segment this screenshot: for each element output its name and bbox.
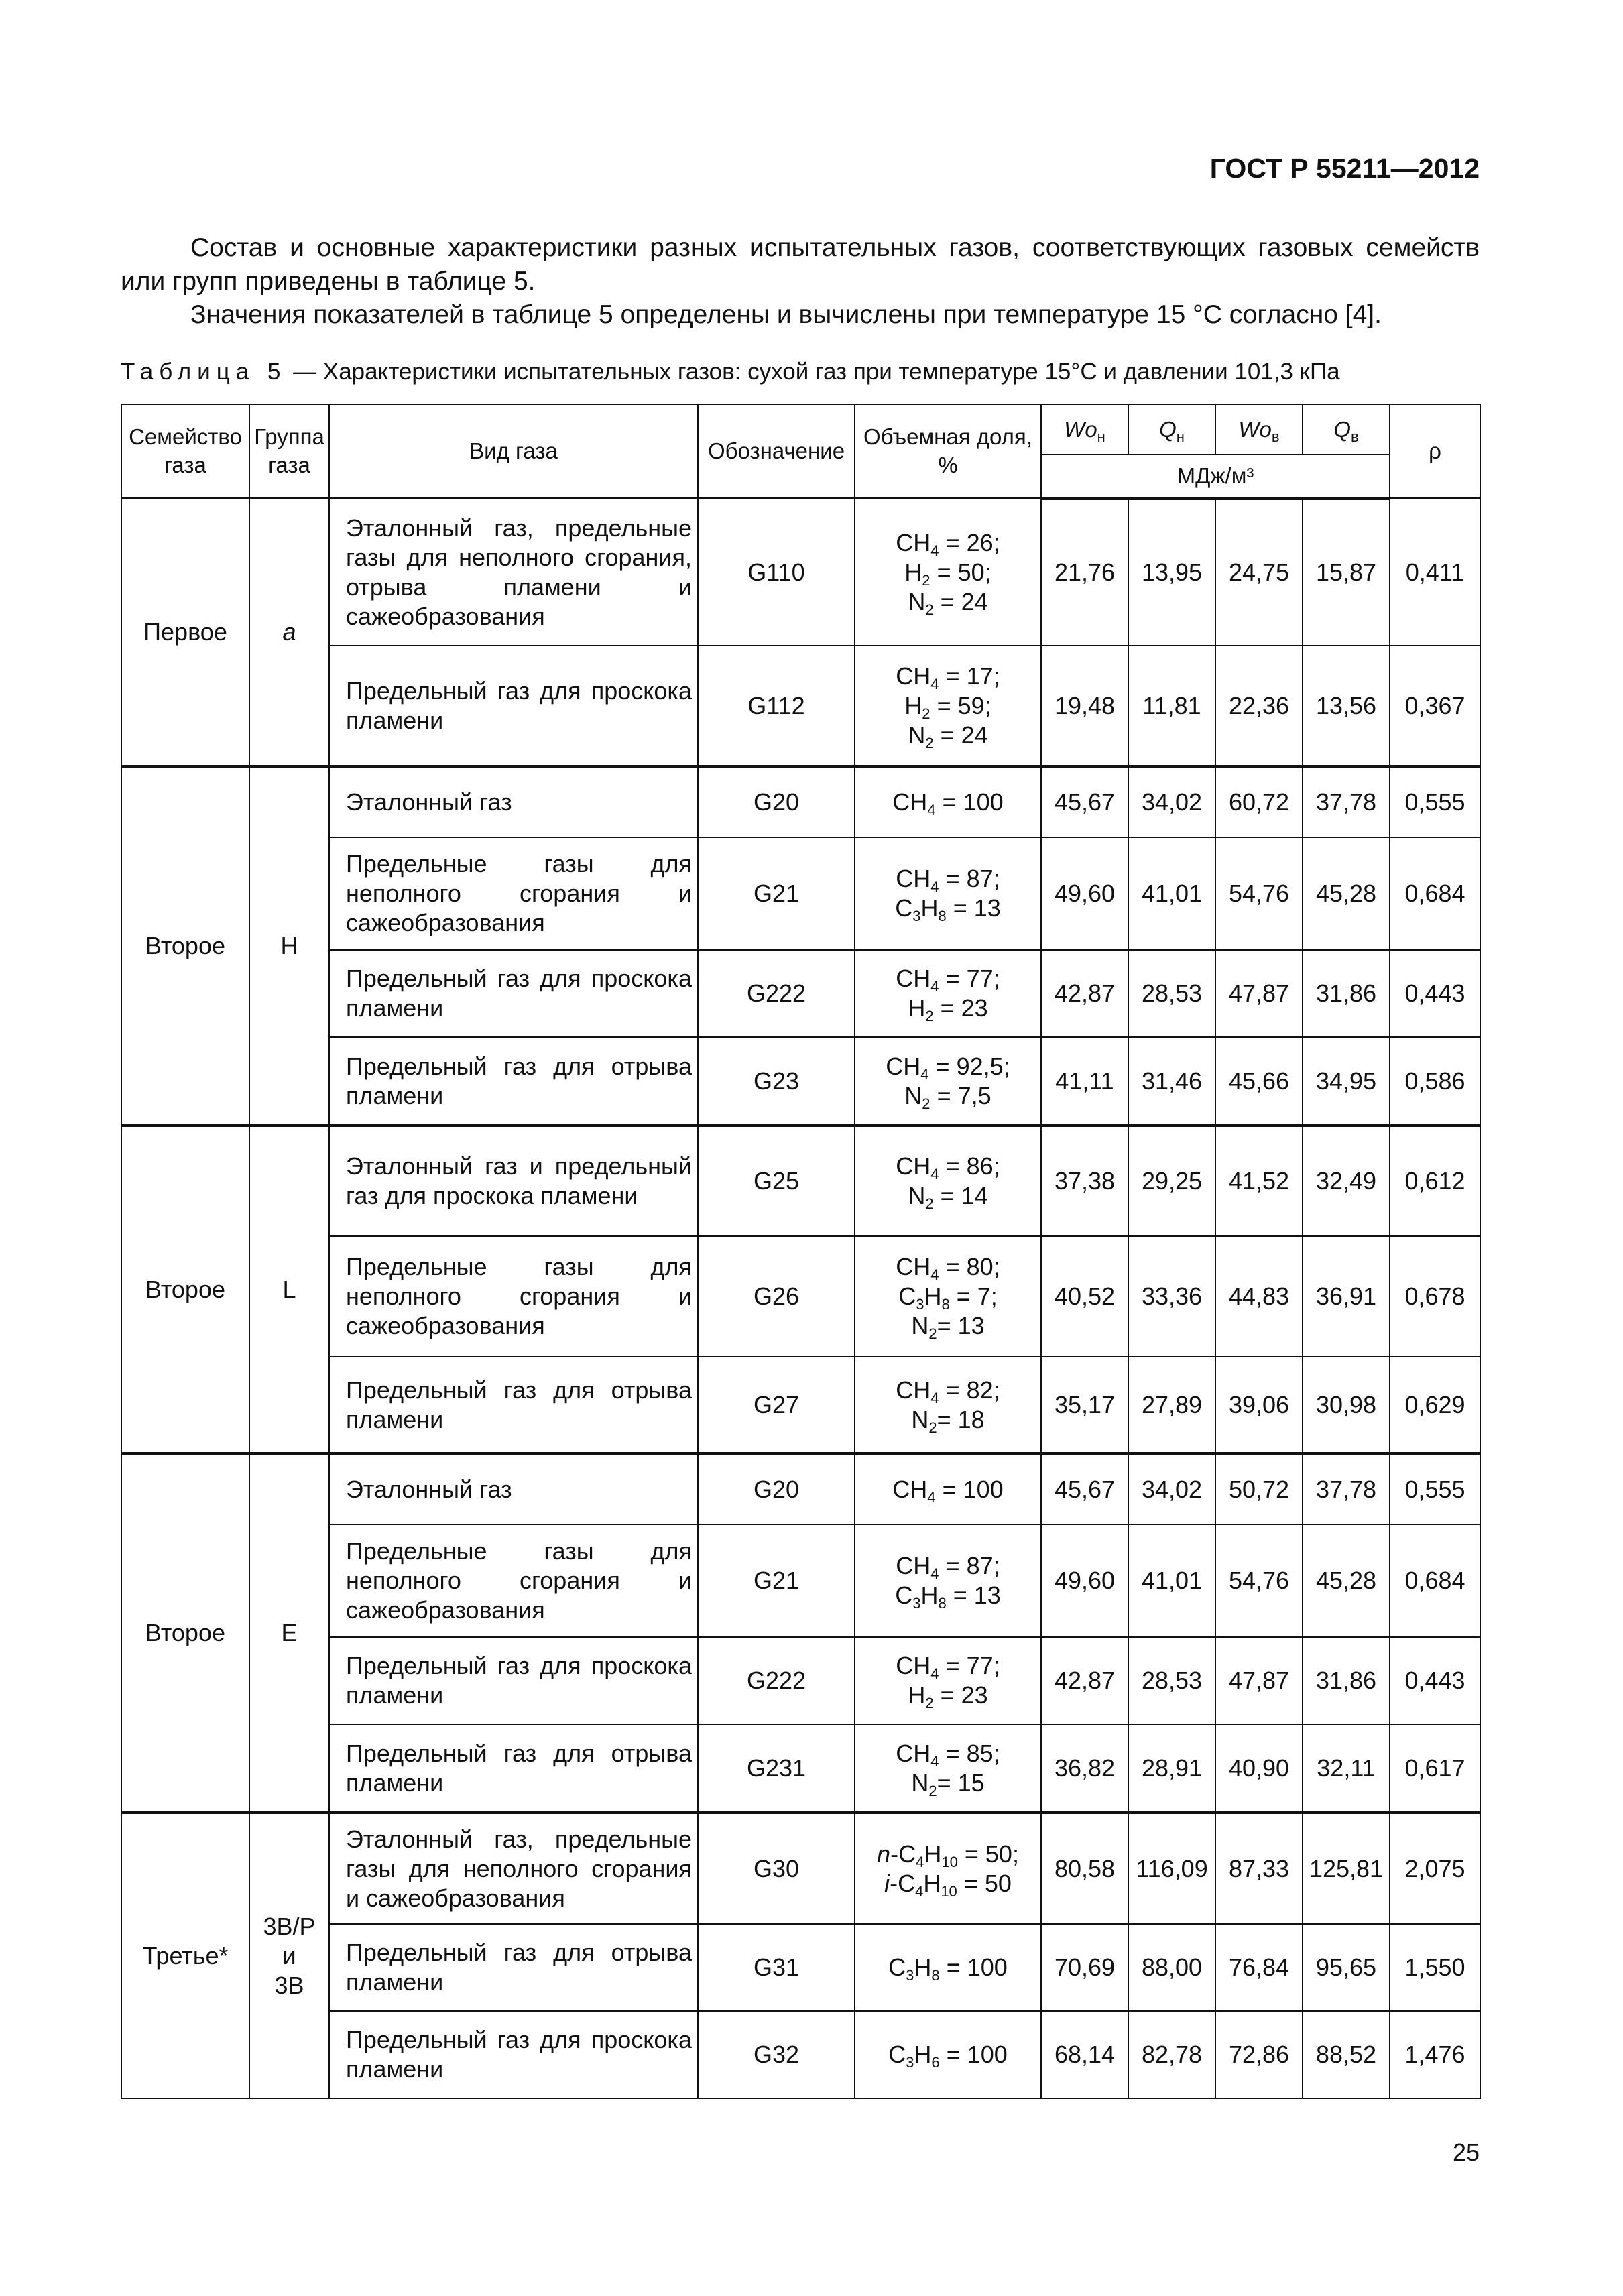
paragraph-conditions: Значения показателей в таблице 5 определены и вычислены при температуре 15 °С согласно [4]. bbox=[190, 300, 1382, 329]
gas-kind-cell: Предельный газ для проскока пламени bbox=[329, 2011, 698, 2098]
q-n-cell: 28,53 bbox=[1128, 950, 1215, 1037]
gas-kind-cell: Предельный газ для отрыва пламени bbox=[329, 1724, 698, 1813]
group-third-family: Третье* bbox=[121, 1813, 249, 2098]
designation-cell: G27 bbox=[698, 1357, 855, 1453]
wo-v-cell: 22,36 bbox=[1215, 646, 1303, 766]
group-second-l-family: Второе bbox=[121, 1126, 249, 1453]
gas-kind-cell: Предельные газы для неполного сгорания и сажеобразования bbox=[329, 1524, 698, 1637]
gas-kind-cell: Предельные газы для неполного сгорания и сажеобразования bbox=[329, 837, 698, 950]
q-n-cell: 33,36 bbox=[1128, 1236, 1215, 1357]
table-row bbox=[121, 1813, 1480, 1924]
rho-cell: 1,476 bbox=[1390, 2011, 1480, 2098]
wo-v-cell: 87,33 bbox=[1215, 1813, 1303, 1924]
wo-n-cell: 41,11 bbox=[1041, 1037, 1128, 1126]
designation-cell: G222 bbox=[698, 950, 855, 1037]
wo-v-cell: 47,87 bbox=[1215, 950, 1303, 1037]
q-n-cell: 41,01 bbox=[1128, 837, 1215, 950]
wo-n-cell: 45,67 bbox=[1041, 1453, 1128, 1524]
volume-fraction-cell: $CH_4 = 85$; $N_2= 15$ bbox=[855, 1724, 1041, 1813]
q-n-cell: 82,78 bbox=[1128, 2011, 1215, 2098]
group-second-e-group: E bbox=[249, 1453, 329, 1813]
designation-cell: G231 bbox=[698, 1724, 855, 1813]
rho-cell: 0,629 bbox=[1390, 1357, 1480, 1453]
wo-v-cell: 39,06 bbox=[1215, 1357, 1303, 1453]
q-v-cell: 45,28 bbox=[1303, 837, 1390, 950]
header-rho: ρ bbox=[1390, 404, 1480, 498]
wo-n-cell: 45,67 bbox=[1041, 766, 1128, 837]
group-first-a-group: a bbox=[249, 498, 329, 766]
designation-cell: G23 bbox=[698, 1037, 855, 1126]
gas-kind-cell: Предельные газы для неполного сгорания и сажеобразования bbox=[329, 1236, 698, 1357]
q-v-cell: 32,49 bbox=[1303, 1126, 1390, 1236]
wo-v-cell: 47,87 bbox=[1215, 1637, 1303, 1724]
wo-n-cell: 37,38 bbox=[1041, 1126, 1128, 1236]
wo-n-cell: 42,87 bbox=[1041, 1637, 1128, 1724]
gas-kind-cell: Предельный газ для проскока пламени bbox=[329, 950, 698, 1037]
designation-cell: G112 bbox=[698, 646, 855, 766]
wo-v-cell: 40,90 bbox=[1215, 1724, 1303, 1813]
table-row bbox=[121, 498, 1480, 646]
volume-fraction-cell: $CH_4 = 82$; $N_2= 18$ bbox=[855, 1357, 1041, 1453]
table-caption-title: — Характеристики испытательных газов: сухой газ при температуре 15°С и давлении 101,3 кПа bbox=[286, 359, 1340, 385]
designation-cell: G25 bbox=[698, 1126, 855, 1236]
wo-v-cell: 54,76 bbox=[1215, 1524, 1303, 1637]
wo-n-cell: 68,14 bbox=[1041, 2011, 1128, 2098]
header-designation: Обозначение bbox=[698, 404, 855, 498]
wo-v-cell: 50,72 bbox=[1215, 1453, 1303, 1524]
volume-fraction-cell: $CH_4 = 80$; $C_3H_8 = 7$; $N_2= 13$ bbox=[855, 1236, 1041, 1357]
table-caption bbox=[121, 359, 1340, 385]
header-wo-v: $Wo_в$ bbox=[1215, 404, 1303, 455]
group-second-l-group: L bbox=[249, 1126, 329, 1453]
gas-kind-cell: Эталонный газ, предельные газы для неполного сгорания, отрыва пламени и сажеобразования bbox=[329, 498, 698, 646]
wo-v-cell: 72,86 bbox=[1215, 2011, 1303, 2098]
wo-n-cell: 21,76 bbox=[1041, 498, 1128, 646]
q-v-cell: 13,56 bbox=[1303, 646, 1390, 766]
designation-cell: G21 bbox=[698, 1524, 855, 1637]
rho-cell: 0,684 bbox=[1390, 1524, 1480, 1637]
header-q-n: $Q_н$ bbox=[1128, 404, 1215, 455]
q-v-cell: 31,86 bbox=[1303, 1637, 1390, 1724]
group-second-e-family: Второе bbox=[121, 1453, 249, 1813]
q-v-cell: 31,86 bbox=[1303, 950, 1390, 1037]
rho-cell: 2,075 bbox=[1390, 1813, 1480, 1924]
gas-kind-cell: Предельный газ для проскока пламени bbox=[329, 646, 698, 766]
group-second-h-group: H bbox=[249, 766, 329, 1126]
volume-fraction-cell: $CH_4 = 100$ bbox=[855, 1453, 1041, 1524]
designation-cell: G222 bbox=[698, 1637, 855, 1724]
designation-cell: G30 bbox=[698, 1813, 855, 1924]
q-n-cell: 29,25 bbox=[1128, 1126, 1215, 1236]
q-n-cell: 34,02 bbox=[1128, 766, 1215, 837]
page-number: 25 bbox=[1452, 2138, 1480, 2166]
rho-cell: 0,678 bbox=[1390, 1236, 1480, 1357]
header-family: Семейство газа bbox=[121, 404, 249, 498]
rho-cell: 0,617 bbox=[1390, 1724, 1480, 1813]
q-v-cell: 37,78 bbox=[1303, 1453, 1390, 1524]
wo-v-cell: 41,52 bbox=[1215, 1126, 1303, 1236]
rho-cell: 0,443 bbox=[1390, 1637, 1480, 1724]
q-v-cell: 32,11 bbox=[1303, 1724, 1390, 1813]
rho-cell: 0,586 bbox=[1390, 1037, 1480, 1126]
volume-fraction-cell: $n-C_4H_{10} = 50$; $i-C_4H_{10} = 50$ bbox=[855, 1813, 1041, 1924]
wo-n-cell: 42,87 bbox=[1041, 950, 1128, 1037]
volume-fraction-cell: $CH_4 = 92,5$; $N_2 = 7,5$ bbox=[855, 1037, 1041, 1126]
volume-fraction-cell: $CH_4 = 77$; $H_2 = 23$ bbox=[855, 950, 1041, 1037]
gas-kind-cell: Предельный газ для отрыва пламени bbox=[329, 1037, 698, 1126]
q-v-cell: 125,81 bbox=[1303, 1813, 1390, 1924]
volume-fraction-cell: $CH_4 = 77$; $H_2 = 23$ bbox=[855, 1637, 1041, 1724]
wo-n-cell: 19,48 bbox=[1041, 646, 1128, 766]
q-n-cell: 31,46 bbox=[1128, 1037, 1215, 1126]
q-v-cell: 15,87 bbox=[1303, 498, 1390, 646]
rho-cell: 0,555 bbox=[1390, 1453, 1480, 1524]
group-third-group: 3B/P и 3B bbox=[249, 1813, 329, 2098]
q-v-cell: 36,91 bbox=[1303, 1236, 1390, 1357]
q-v-cell: 95,65 bbox=[1303, 1924, 1390, 2011]
header-q-v: $Q_в$ bbox=[1303, 404, 1390, 455]
q-n-cell: 28,53 bbox=[1128, 1637, 1215, 1724]
volume-fraction-cell: $CH_4 = 26$; $H_2 = 50$; $N_2 = 24$ bbox=[855, 498, 1041, 646]
wo-v-cell: 76,84 bbox=[1215, 1924, 1303, 2011]
wo-n-cell: 70,69 bbox=[1041, 1924, 1128, 2011]
volume-fraction-cell: $CH_4 = 17$; $H_2 = 59$; $N_2 = 24$ bbox=[855, 646, 1041, 766]
q-n-cell: 28,91 bbox=[1128, 1724, 1215, 1813]
rho-cell: 1,550 bbox=[1390, 1924, 1480, 2011]
header-unit: МДж/м³ bbox=[1041, 455, 1390, 498]
designation-cell: G110 bbox=[698, 498, 855, 646]
q-v-cell: 30,98 bbox=[1303, 1357, 1390, 1453]
q-v-cell: 37,78 bbox=[1303, 766, 1390, 837]
q-n-cell: 13,95 bbox=[1128, 498, 1215, 646]
table-row bbox=[121, 766, 1480, 837]
rho-cell: 0,684 bbox=[1390, 837, 1480, 950]
q-v-cell: 88,52 bbox=[1303, 2011, 1390, 2098]
q-n-cell: 34,02 bbox=[1128, 1453, 1215, 1524]
wo-n-cell: 80,58 bbox=[1041, 1813, 1128, 1924]
group-first-a-family: Первое bbox=[121, 498, 249, 766]
table-caption-label: Таблица 5 bbox=[121, 359, 287, 385]
header-wo-n: $Wo_н$ bbox=[1041, 404, 1128, 455]
q-n-cell: 116,09 bbox=[1128, 1813, 1215, 1924]
gas-characteristics-table bbox=[121, 404, 1481, 2099]
designation-cell: G21 bbox=[698, 837, 855, 950]
rho-cell: 0,612 bbox=[1390, 1126, 1480, 1236]
wo-v-cell: 44,83 bbox=[1215, 1236, 1303, 1357]
wo-n-cell: 36,82 bbox=[1041, 1724, 1128, 1813]
wo-n-cell: 40,52 bbox=[1041, 1236, 1128, 1357]
designation-cell: G32 bbox=[698, 2011, 855, 2098]
gas-kind-cell: Предельный газ для проскока пламени bbox=[329, 1637, 698, 1724]
wo-v-cell: 45,66 bbox=[1215, 1037, 1303, 1126]
gas-kind-cell: Эталонный газ и предельный газ для проскока пламени bbox=[329, 1126, 698, 1236]
wo-v-cell: 54,76 bbox=[1215, 837, 1303, 950]
table-row bbox=[121, 1126, 1480, 1236]
q-n-cell: 41,01 bbox=[1128, 1524, 1215, 1637]
volume-fraction-cell: $CH_4 = 87$; $C_3H_8 = 13$ bbox=[855, 837, 1041, 950]
rho-cell: 0,443 bbox=[1390, 950, 1480, 1037]
rho-cell: 0,555 bbox=[1390, 766, 1480, 837]
standard-number: ГОСТ Р 55211—2012 bbox=[1209, 153, 1480, 184]
designation-cell: G20 bbox=[698, 1453, 855, 1524]
volume-fraction-cell: $C_3H_8 = 100$ bbox=[855, 1924, 1041, 2011]
q-v-cell: 45,28 bbox=[1303, 1524, 1390, 1637]
gas-kind-cell: Эталонный газ bbox=[329, 766, 698, 837]
designation-cell: G26 bbox=[698, 1236, 855, 1357]
wo-n-cell: 49,60 bbox=[1041, 1524, 1128, 1637]
gas-kind-cell: Эталонный газ bbox=[329, 1453, 698, 1524]
designation-cell: G20 bbox=[698, 766, 855, 837]
wo-n-cell: 35,17 bbox=[1041, 1357, 1128, 1453]
volume-fraction-cell: $CH_4 = 86$; $N_2 = 14$ bbox=[855, 1126, 1041, 1236]
header-volume: Объемная доля, % bbox=[855, 404, 1041, 498]
header-kind: Вид газа bbox=[329, 404, 698, 498]
volume-fraction-cell: $C_3H_6 = 100$ bbox=[855, 2011, 1041, 2098]
gas-kind-cell: Эталонный газ, предельные газы для неполного сгорания и сажеобразования bbox=[329, 1813, 698, 1924]
table-row bbox=[121, 1453, 1480, 1524]
volume-fraction-cell: $CH_4 = 100$ bbox=[855, 766, 1041, 837]
rho-cell: 0,367 bbox=[1390, 646, 1480, 766]
designation-cell: G31 bbox=[698, 1924, 855, 2011]
wo-n-cell: 49,60 bbox=[1041, 837, 1128, 950]
q-n-cell: 11,81 bbox=[1128, 646, 1215, 766]
gas-kind-cell: Предельный газ для отрыва пламени bbox=[329, 1924, 698, 2011]
paragraph-intro: Состав и основные характеристики разных испытательных газов, соответствующих газовых семейств или групп приведены в таблице 5. bbox=[121, 233, 1480, 296]
wo-v-cell: 60,72 bbox=[1215, 766, 1303, 837]
q-n-cell: 27,89 bbox=[1128, 1357, 1215, 1453]
rho-cell: 0,411 bbox=[1390, 498, 1480, 646]
q-v-cell: 34,95 bbox=[1303, 1037, 1390, 1126]
gas-kind-cell: Предельный газ для отрыва пламени bbox=[329, 1357, 698, 1453]
volume-fraction-cell: $CH_4 = 87$; $C_3H_8 = 13$ bbox=[855, 1524, 1041, 1637]
group-second-h-family: Второе bbox=[121, 766, 249, 1126]
header-group: Группа газа bbox=[249, 404, 329, 498]
q-n-cell: 88,00 bbox=[1128, 1924, 1215, 2011]
wo-v-cell: 24,75 bbox=[1215, 498, 1303, 646]
